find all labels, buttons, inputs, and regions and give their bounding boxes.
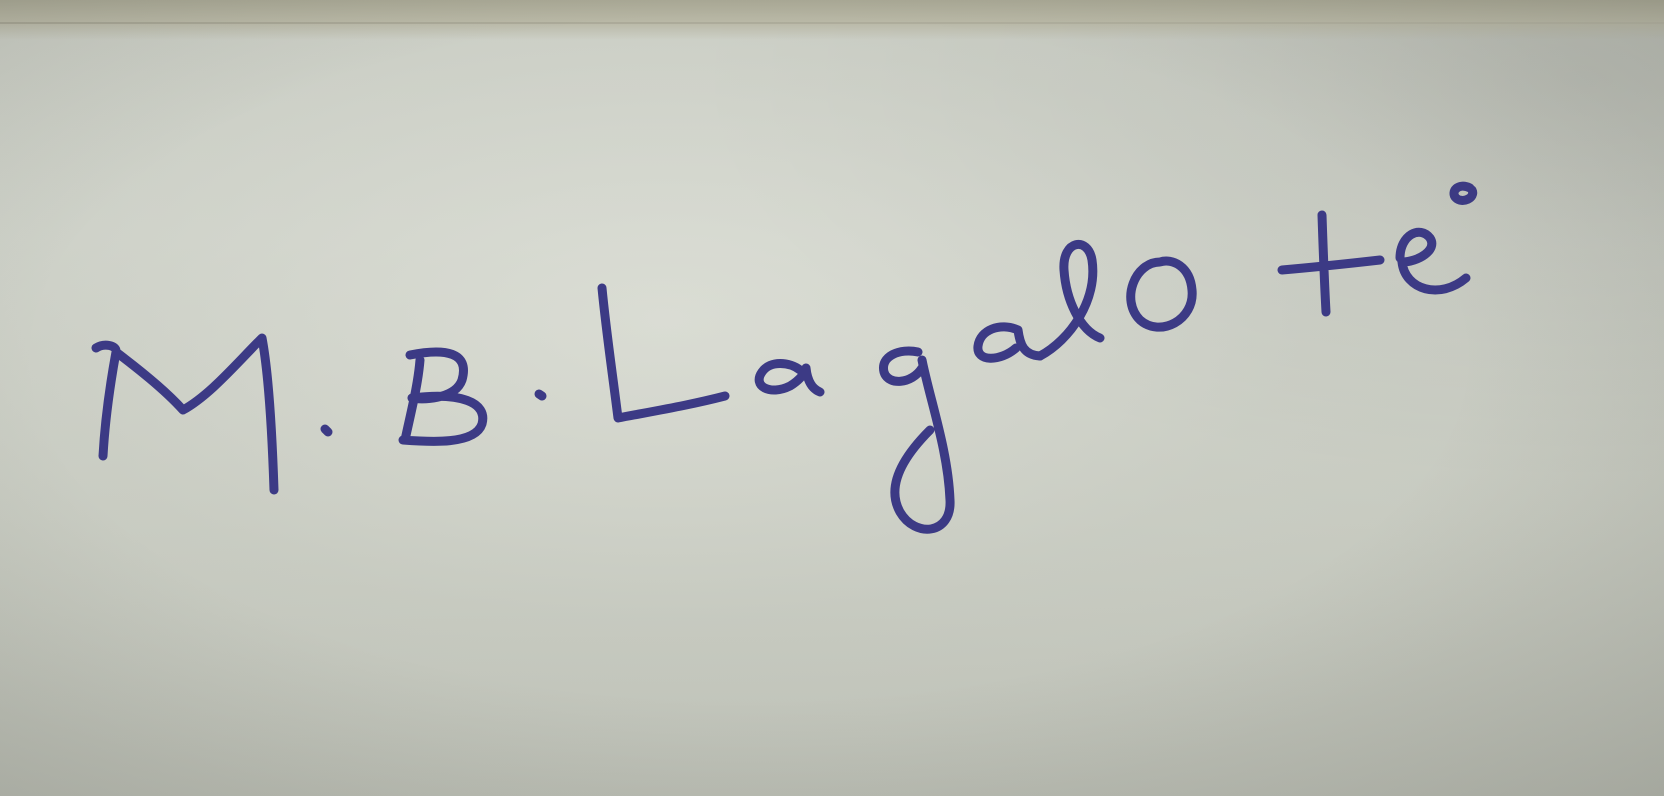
stroke-letter-a bbox=[759, 364, 820, 393]
stroke-dot-1 bbox=[325, 429, 328, 432]
stroke-letter-m bbox=[96, 338, 274, 490]
stroke-letter-g bbox=[883, 351, 950, 529]
stroke-letter-b bbox=[403, 352, 483, 441]
stroke-letter-t bbox=[1282, 215, 1380, 312]
stroke-dot-2 bbox=[539, 394, 542, 396]
stroke-letter-o bbox=[1131, 261, 1192, 327]
stroke-ring-mark bbox=[1454, 186, 1473, 200]
stroke-letter-a-2 bbox=[978, 327, 1040, 358]
stroke-letter-e bbox=[1400, 232, 1466, 290]
stroke-letter-l bbox=[602, 288, 725, 418]
stroke-letter-l-2 bbox=[1040, 244, 1100, 356]
